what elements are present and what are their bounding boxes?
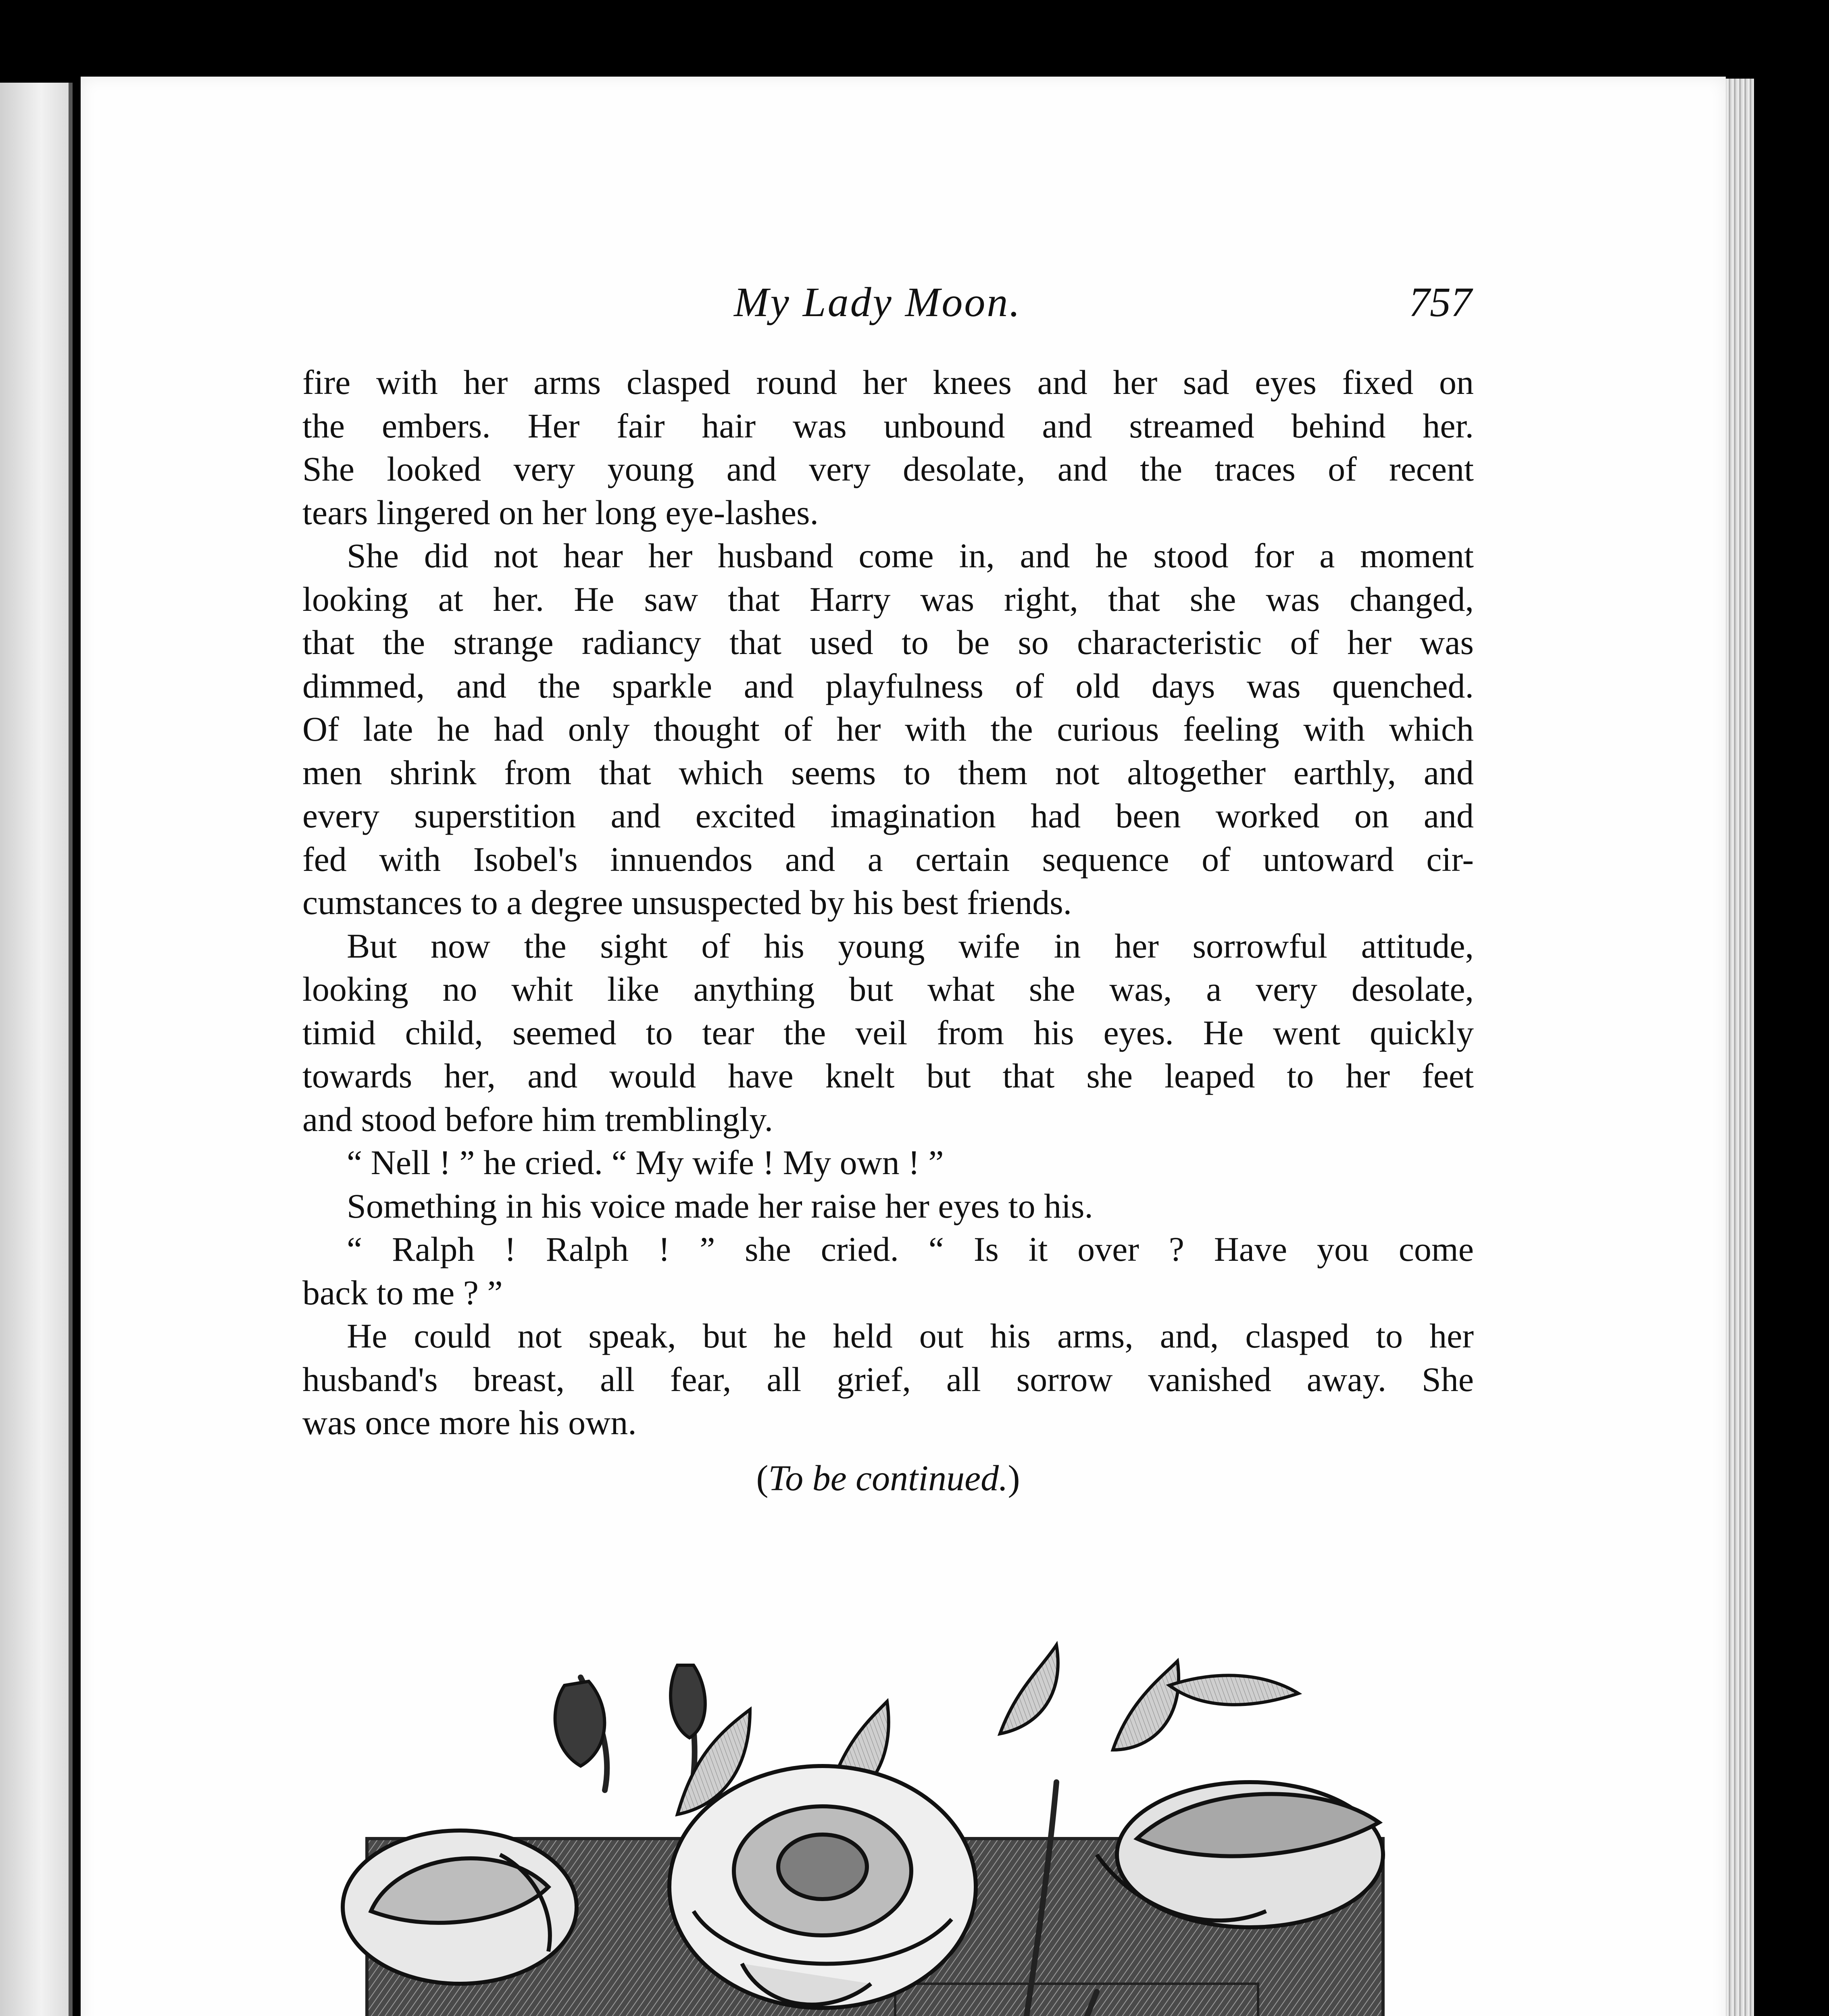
text-line: every superstition and excited imagination had been worked on and: [302, 796, 1474, 835]
text-line: cumstances to a degree unsuspected by his best friends.: [302, 883, 1072, 922]
text-line: Something in his voice made her raise her eyes to his.: [347, 1186, 1093, 1225]
text-line: She looked very young and very desolate, and the traces of recent: [302, 450, 1474, 488]
rose-illustration-icon: [290, 1629, 1492, 2016]
text-line: looking at her. He saw that Harry was right, that she was changed,: [302, 579, 1474, 619]
previous-page-edge: [0, 83, 73, 2016]
page-header: [302, 278, 1472, 331]
text-line: and stood before him tremblingly.: [302, 1100, 773, 1139]
text-line: Of late he had only thought of her with the curious feeling with which: [302, 710, 1474, 748]
text-line: “ Nell ! ” he cried. “ My wife ! My own ! ”: [347, 1143, 944, 1182]
text-line: looking no whit like anything but what she was, a very desolate,: [302, 970, 1474, 1008]
text-line: He could not speak, but he held out his arms, and, clasped to her: [347, 1316, 1474, 1355]
text-line: that the strange radiancy that used to be so characteristic of her was: [302, 623, 1474, 662]
to-be-continued: [302, 1458, 1474, 1499]
text-line: men shrink from that which seems to them not altogether earthly, and: [302, 753, 1474, 792]
text-line: was once more his own.: [302, 1403, 637, 1442]
text-line: “ Ralph ! Ralph ! ” she cried. “ Is it over ? Have you come: [347, 1230, 1474, 1268]
body-text: [302, 361, 1474, 1445]
text-line: fire with her arms clasped round her knees and her sad eyes fixed on: [302, 363, 1474, 402]
continued-text: To be continued.: [768, 1458, 1008, 1498]
text-line: dimmed, and the sparkle and playfulness of old days was quenched.: [302, 666, 1474, 705]
text-line: But now the sight of his young wife in her sorrowful attitude,: [347, 926, 1474, 965]
running-title: My Lady Moon.: [734, 279, 1022, 325]
continued-close-paren: ): [1008, 1458, 1020, 1498]
text-line: fed with Isobel's innuendos and a certain sequence of untoward cir-: [302, 839, 1474, 879]
text-line: tears lingered on her long eye-lashes.: [302, 493, 819, 532]
text-line: She did not hear her husband come in, and he stood for a moment: [347, 536, 1474, 575]
page-number: 757: [1409, 279, 1472, 325]
illustration-panel-lower: [895, 1984, 1258, 2016]
text-line: timid child, seemed to tear the veil from his eyes. He went quickly: [302, 1013, 1474, 1052]
page-stack-edges: [1726, 79, 1754, 2016]
text-line: back to me ? ”: [302, 1273, 503, 1312]
text-line: husband's breast, all fear, all grief, all sorrow vanished away. She: [302, 1360, 1474, 1399]
text-line: the embers. Her fair hair was unbound and streamed behind her.: [302, 406, 1474, 445]
text-line: towards her, and would have knelt but that she leaped to her feet: [302, 1056, 1474, 1095]
continued-open-paren: (: [756, 1458, 769, 1498]
